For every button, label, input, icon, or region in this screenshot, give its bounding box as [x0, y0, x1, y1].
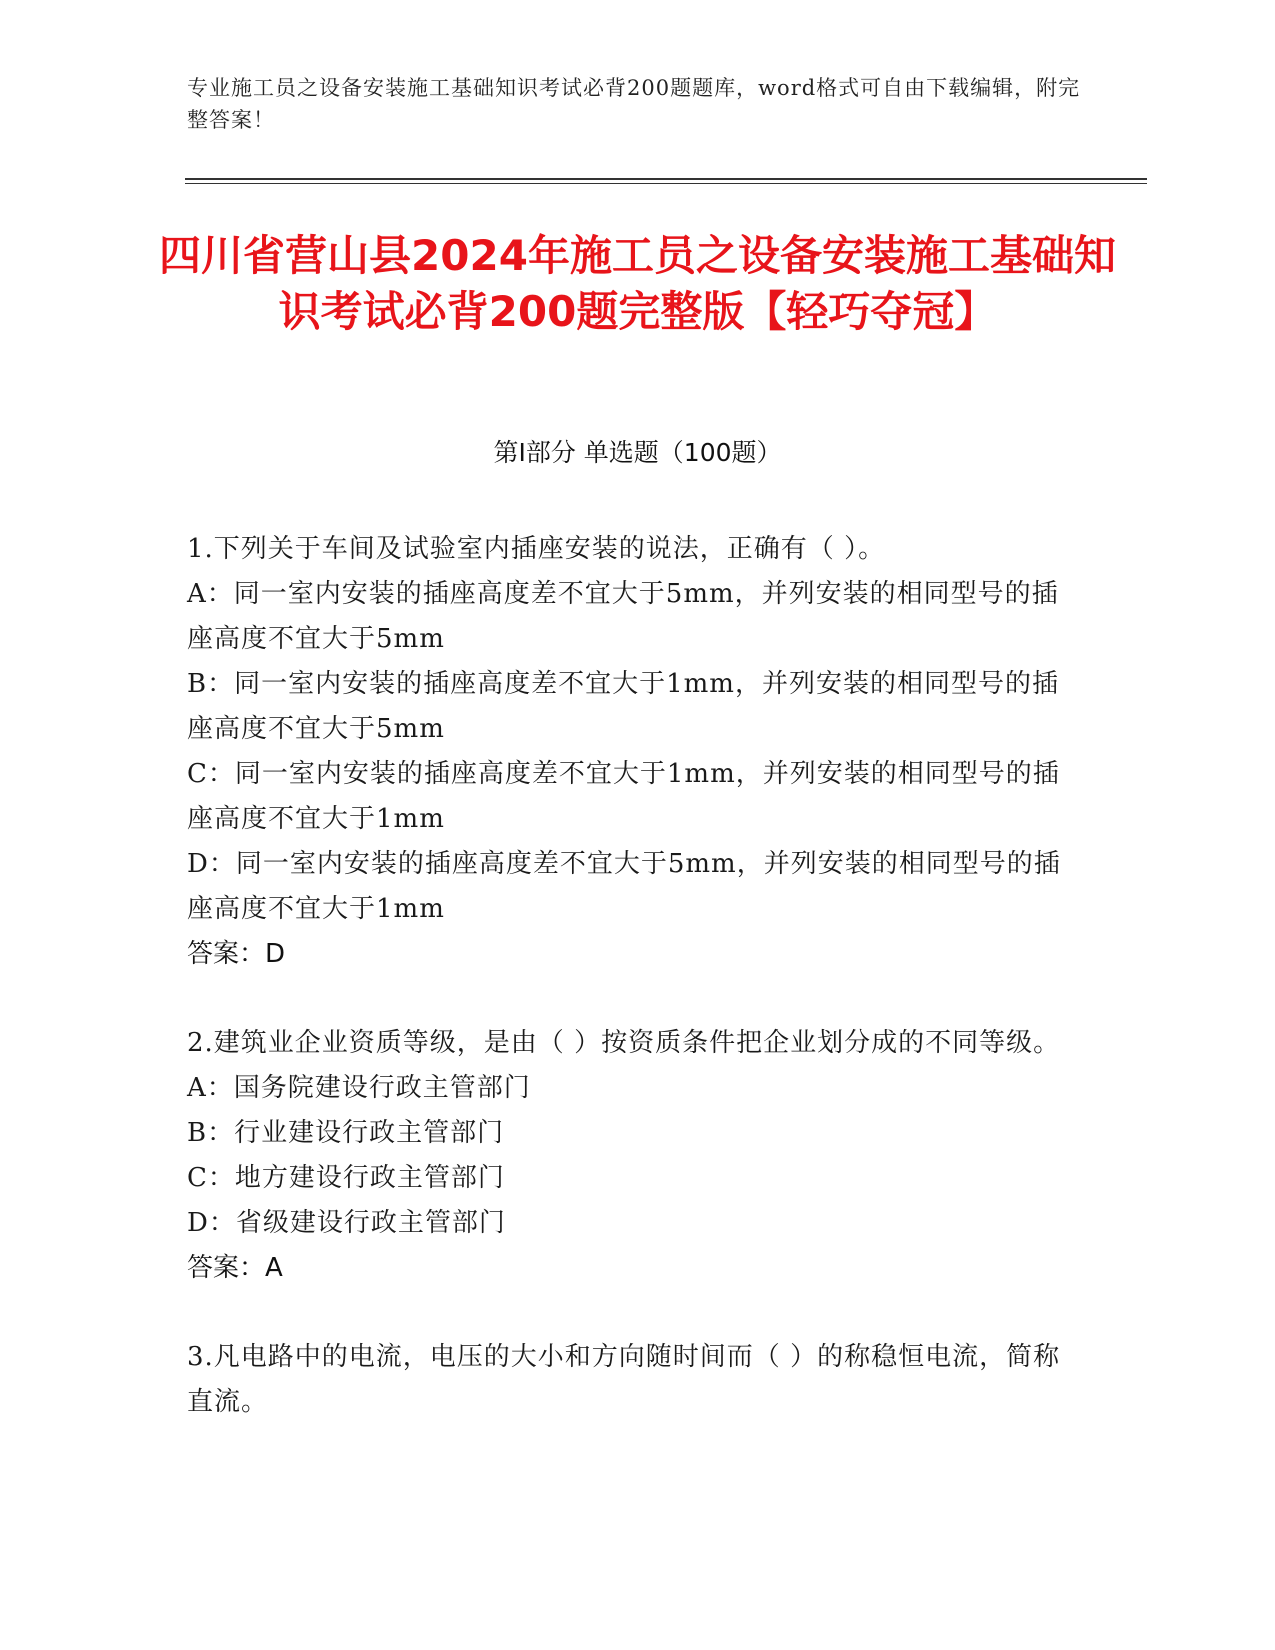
question-1 [187, 527, 1067, 977]
option-b: B：行业建设行政主管部门 [187, 1118, 505, 1148]
question-2 [187, 1021, 1067, 1291]
question-list [187, 527, 1067, 1469]
option-c: C：地方建设行政主管部门 [187, 1163, 505, 1193]
document-title: 四川省营山县2024年施工员之设备安装施工基础知识考试必背200题完整版【轻巧夺冠】 [159, 231, 1116, 336]
question-stem: 2.建筑业企业资质等级，是由（ ）按资质条件把企业划分成的不同等级。 [187, 1028, 1061, 1058]
question-stem: 1.下列关于车间及试验室内插座安装的说法，正确有（ ）。 [187, 534, 886, 564]
header-note: 专业施工员之设备安装施工基础知识考试必背200题题库，word格式可自由下载编辑，附完整答案！ [187, 76, 1081, 132]
header-divider-thick [185, 178, 1147, 180]
option-d: D：省级建设行政主管部门 [187, 1208, 506, 1238]
question-stem: 3.凡电路中的电流，电压的大小和方向随时间而（ ）的称稳恒电流，简称直流。 [187, 1342, 1061, 1417]
option-d: D：同一室内安装的插座高度差不宜大于5mm，并列安装的相同型号的插座高度不宜大于1mm [187, 849, 1061, 924]
option-a: A：国务院建设行政主管部门 [187, 1073, 531, 1103]
answer: 答案：A [187, 1253, 283, 1283]
section-heading: 第Ⅰ部分 单选题（100题） [493, 438, 782, 467]
option-c: C：同一室内安装的插座高度差不宜大于1mm，并列安装的相同型号的插座高度不宜大于1mm [187, 759, 1060, 834]
header-divider-thin [185, 183, 1147, 184]
question-3 [187, 1335, 1067, 1425]
answer: 答案：D [187, 939, 286, 969]
option-a: A：同一室内安装的插座高度差不宜大于5mm，并列安装的相同型号的插座高度不宜大于5mm [187, 579, 1059, 654]
option-b: B：同一室内安装的插座高度差不宜大于1mm，并列安装的相同型号的插座高度不宜大于5mm [187, 669, 1059, 744]
